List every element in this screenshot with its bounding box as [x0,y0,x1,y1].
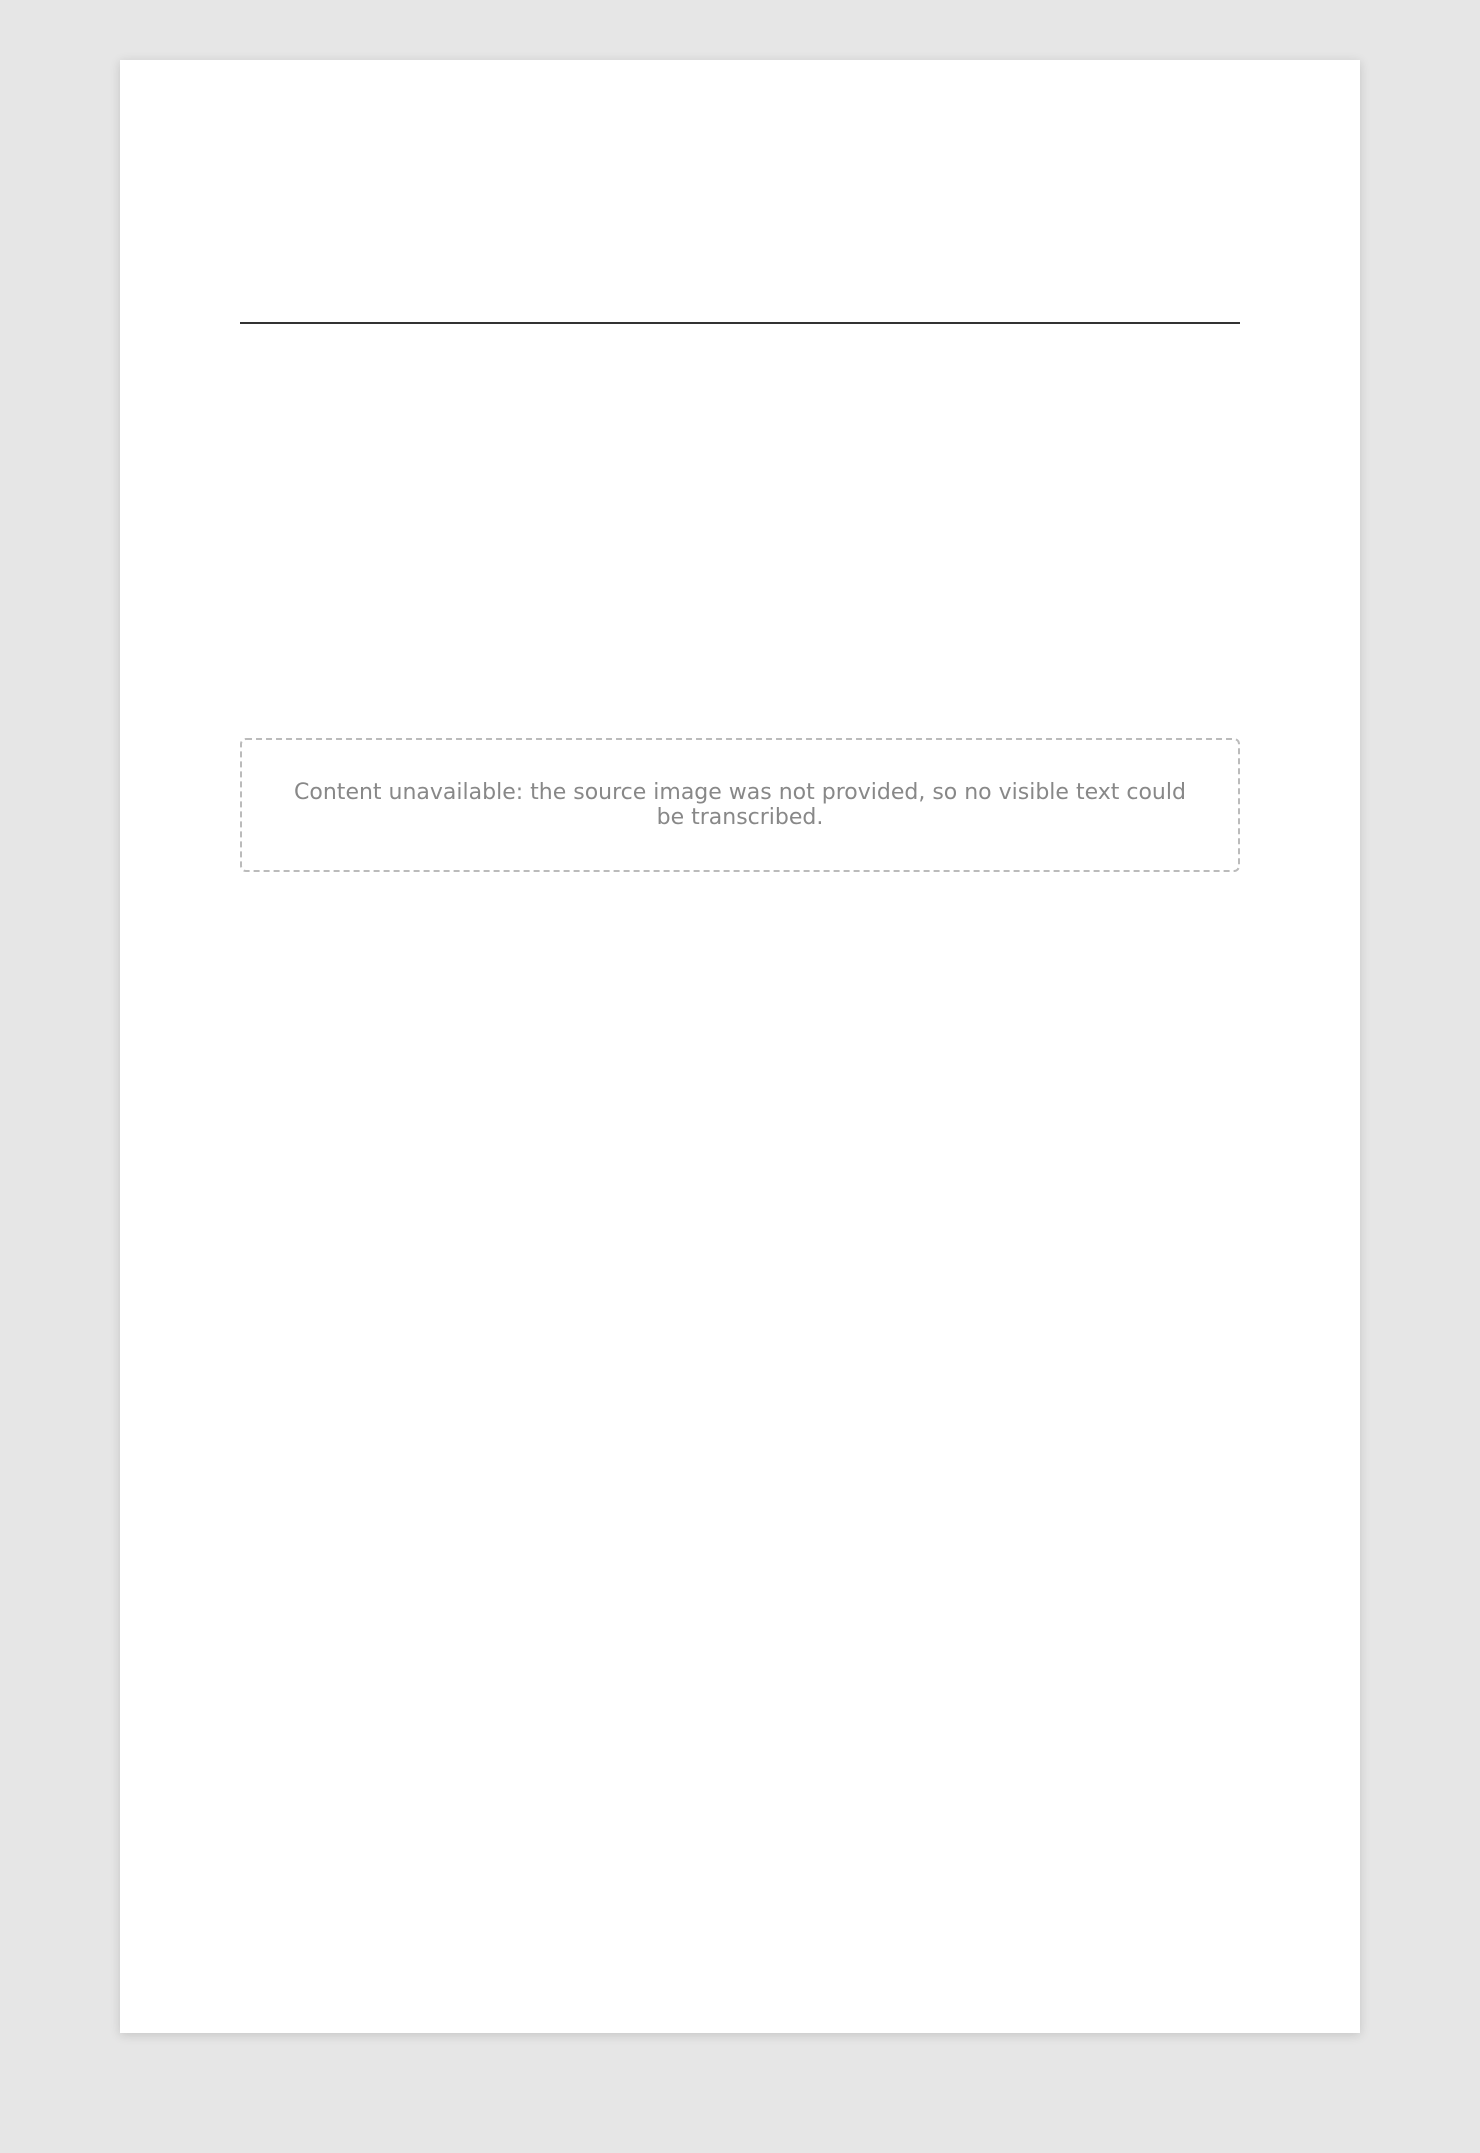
document-page [120,60,1360,2033]
section-heading [240,374,1240,408]
document-subtitle [240,236,1240,262]
section-paragraph [240,428,1240,458]
document-section-1 [240,374,1240,506]
document-header [240,170,1240,262]
section-paragraph [240,610,1240,640]
missing-content-notice: Content unavailable: the source image was not provided, so no visible text could be transcribed. [240,738,1240,872]
document-title [240,170,1240,218]
document-section-2 [240,556,1240,688]
page-footer [240,1951,1240,1973]
section-paragraph [240,476,1240,506]
header-divider [240,322,1240,324]
section-paragraph [240,658,1240,688]
section-heading [240,556,1240,590]
